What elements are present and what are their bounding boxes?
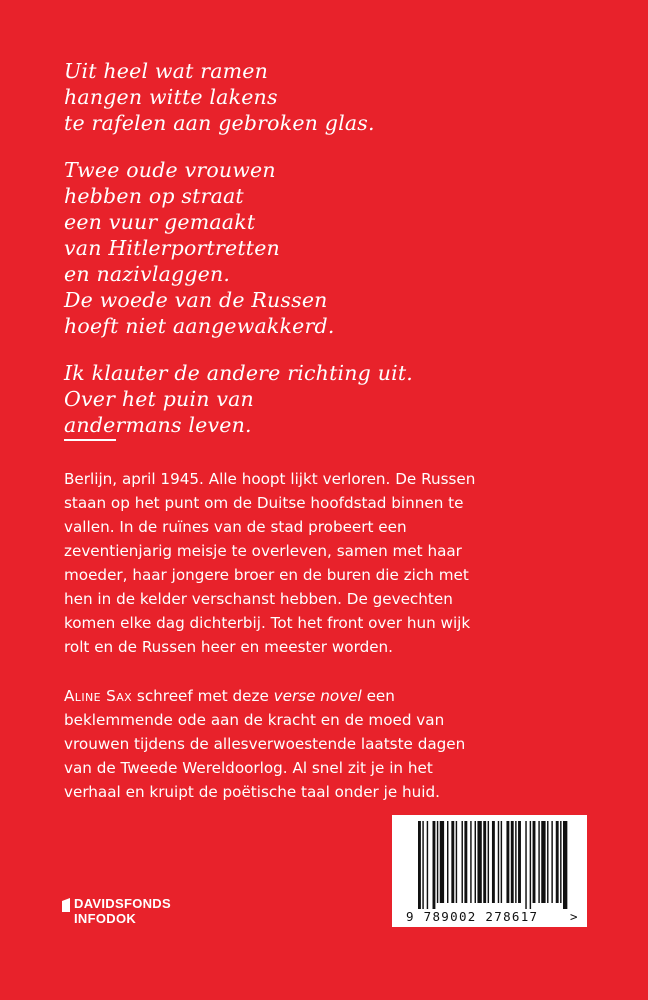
barcode-bar [492,821,495,903]
blurb-paragraph-2 [64,684,544,804]
divider-rule [64,439,116,441]
blurb-line: verhaal en kruipt de poëtische taal onder je huid. [64,783,440,801]
barcode-bar [506,821,509,903]
poem-line: een vuur gemaakt [64,210,256,234]
poem-line: hangen witte lakens [64,85,278,109]
barcode-bar [551,821,552,903]
barcode-bar [440,821,444,903]
barcode-bar [488,821,489,903]
barcode-end-mark: > [570,909,578,924]
barcode-bar [433,821,436,909]
barcode-bar [556,821,559,903]
blurb-line: vallen. In de ruïnes van de stad probeert een [64,518,407,536]
publisher-name-2: INFODOK [74,911,137,926]
author-name: Aline Sax [64,687,133,705]
poem-line: Over het puin van [64,387,254,411]
blurb-line: van de Tweede Wereldoorlog. Al snel zit je in het [64,759,433,777]
barcode-bar [418,821,421,909]
poem-stanza [64,58,604,136]
blurb-line: zeventienjarig meisje te overleven, samen met haar [64,542,462,560]
barcode-bar [563,821,567,909]
barcode-bar [501,821,502,903]
poem-line: en nazivlaggen. [64,262,231,286]
poem [64,58,604,459]
barcode-bar [518,821,521,903]
poem-line: hebben op straat [64,184,244,208]
blurb-line: hen in de kelder verschanst hebben. De gevechten [64,590,453,608]
barcode-bar [541,821,545,903]
publisher-name-1: DAVIDSFONDS [74,896,171,911]
barcode-bar [456,821,457,903]
verse-novel-term: verse novel [273,687,362,705]
poem-line: andermans leven. [64,413,252,437]
poem-line: van Hitlerportretten [64,236,280,260]
barcode-bar [470,821,471,903]
barcode-bar [525,821,526,909]
blurb-paragraph-1 [64,467,544,659]
blurb-line: moeder, haar jongere broer en de buren die zich met [64,566,469,584]
poem-stanza [64,157,604,339]
blurb-line: komen elke dag dichterbij. Tot het front over hun wijk [64,614,471,632]
isbn-barcode [392,815,587,927]
barcode-bar [475,821,476,903]
barcode-bar [437,821,438,903]
barcode-bar [530,821,531,909]
barcode-bar [427,821,428,909]
poem-stanza [64,360,604,438]
poem-line: Ik klauter de andere richting uit. [64,361,414,385]
barcode-bar [498,821,499,903]
blurb-line: staan op het punt om de Duitse hoofdstad binnen te [64,494,464,512]
poem-line: Twee oude vrouwen [64,158,276,182]
barcode-bar [511,821,514,903]
barcode-bar [533,821,536,903]
poem-line: te rafelen aan gebroken glas. [64,111,375,135]
barcode-bar [447,821,448,903]
barcode-bar [462,821,463,903]
poem-line: Uit heel wat ramen [64,59,269,83]
barcode-digits: 9 789002 278617 [406,909,539,924]
blurb-text: een [361,687,395,705]
blurb-line: rolt en de Russen heer en meester worden. [64,638,394,656]
barcode-bar [538,821,539,903]
blurb-line: vrouwen tijdens de allesverwoestende laatste dagen [64,735,466,753]
barcode-bar [477,821,481,903]
publisher-logo [62,896,202,936]
barcode-bar [464,821,467,903]
blurb-line: beklemmende ode aan de kracht en de moed van [64,711,445,729]
barcode-bar [422,821,423,909]
blurb [64,467,544,829]
blurb-line: Berlijn, april 1945. Alle hoopt lijkt verloren. De Russen [64,470,476,488]
barcode-bar [560,821,561,903]
poem-line: De woede van de Russen [64,288,328,312]
blurb-text: schreef met deze [132,687,274,705]
blurb-paragraph-2-line-1 [64,684,544,708]
barcode-bar [483,821,486,903]
barcode-bar [451,821,454,903]
barcode-bar [515,821,516,903]
barcode-bar [547,821,548,903]
poem-line: hoeft niet aangewakkerd. [64,314,335,338]
barcode-bars [392,815,587,927]
